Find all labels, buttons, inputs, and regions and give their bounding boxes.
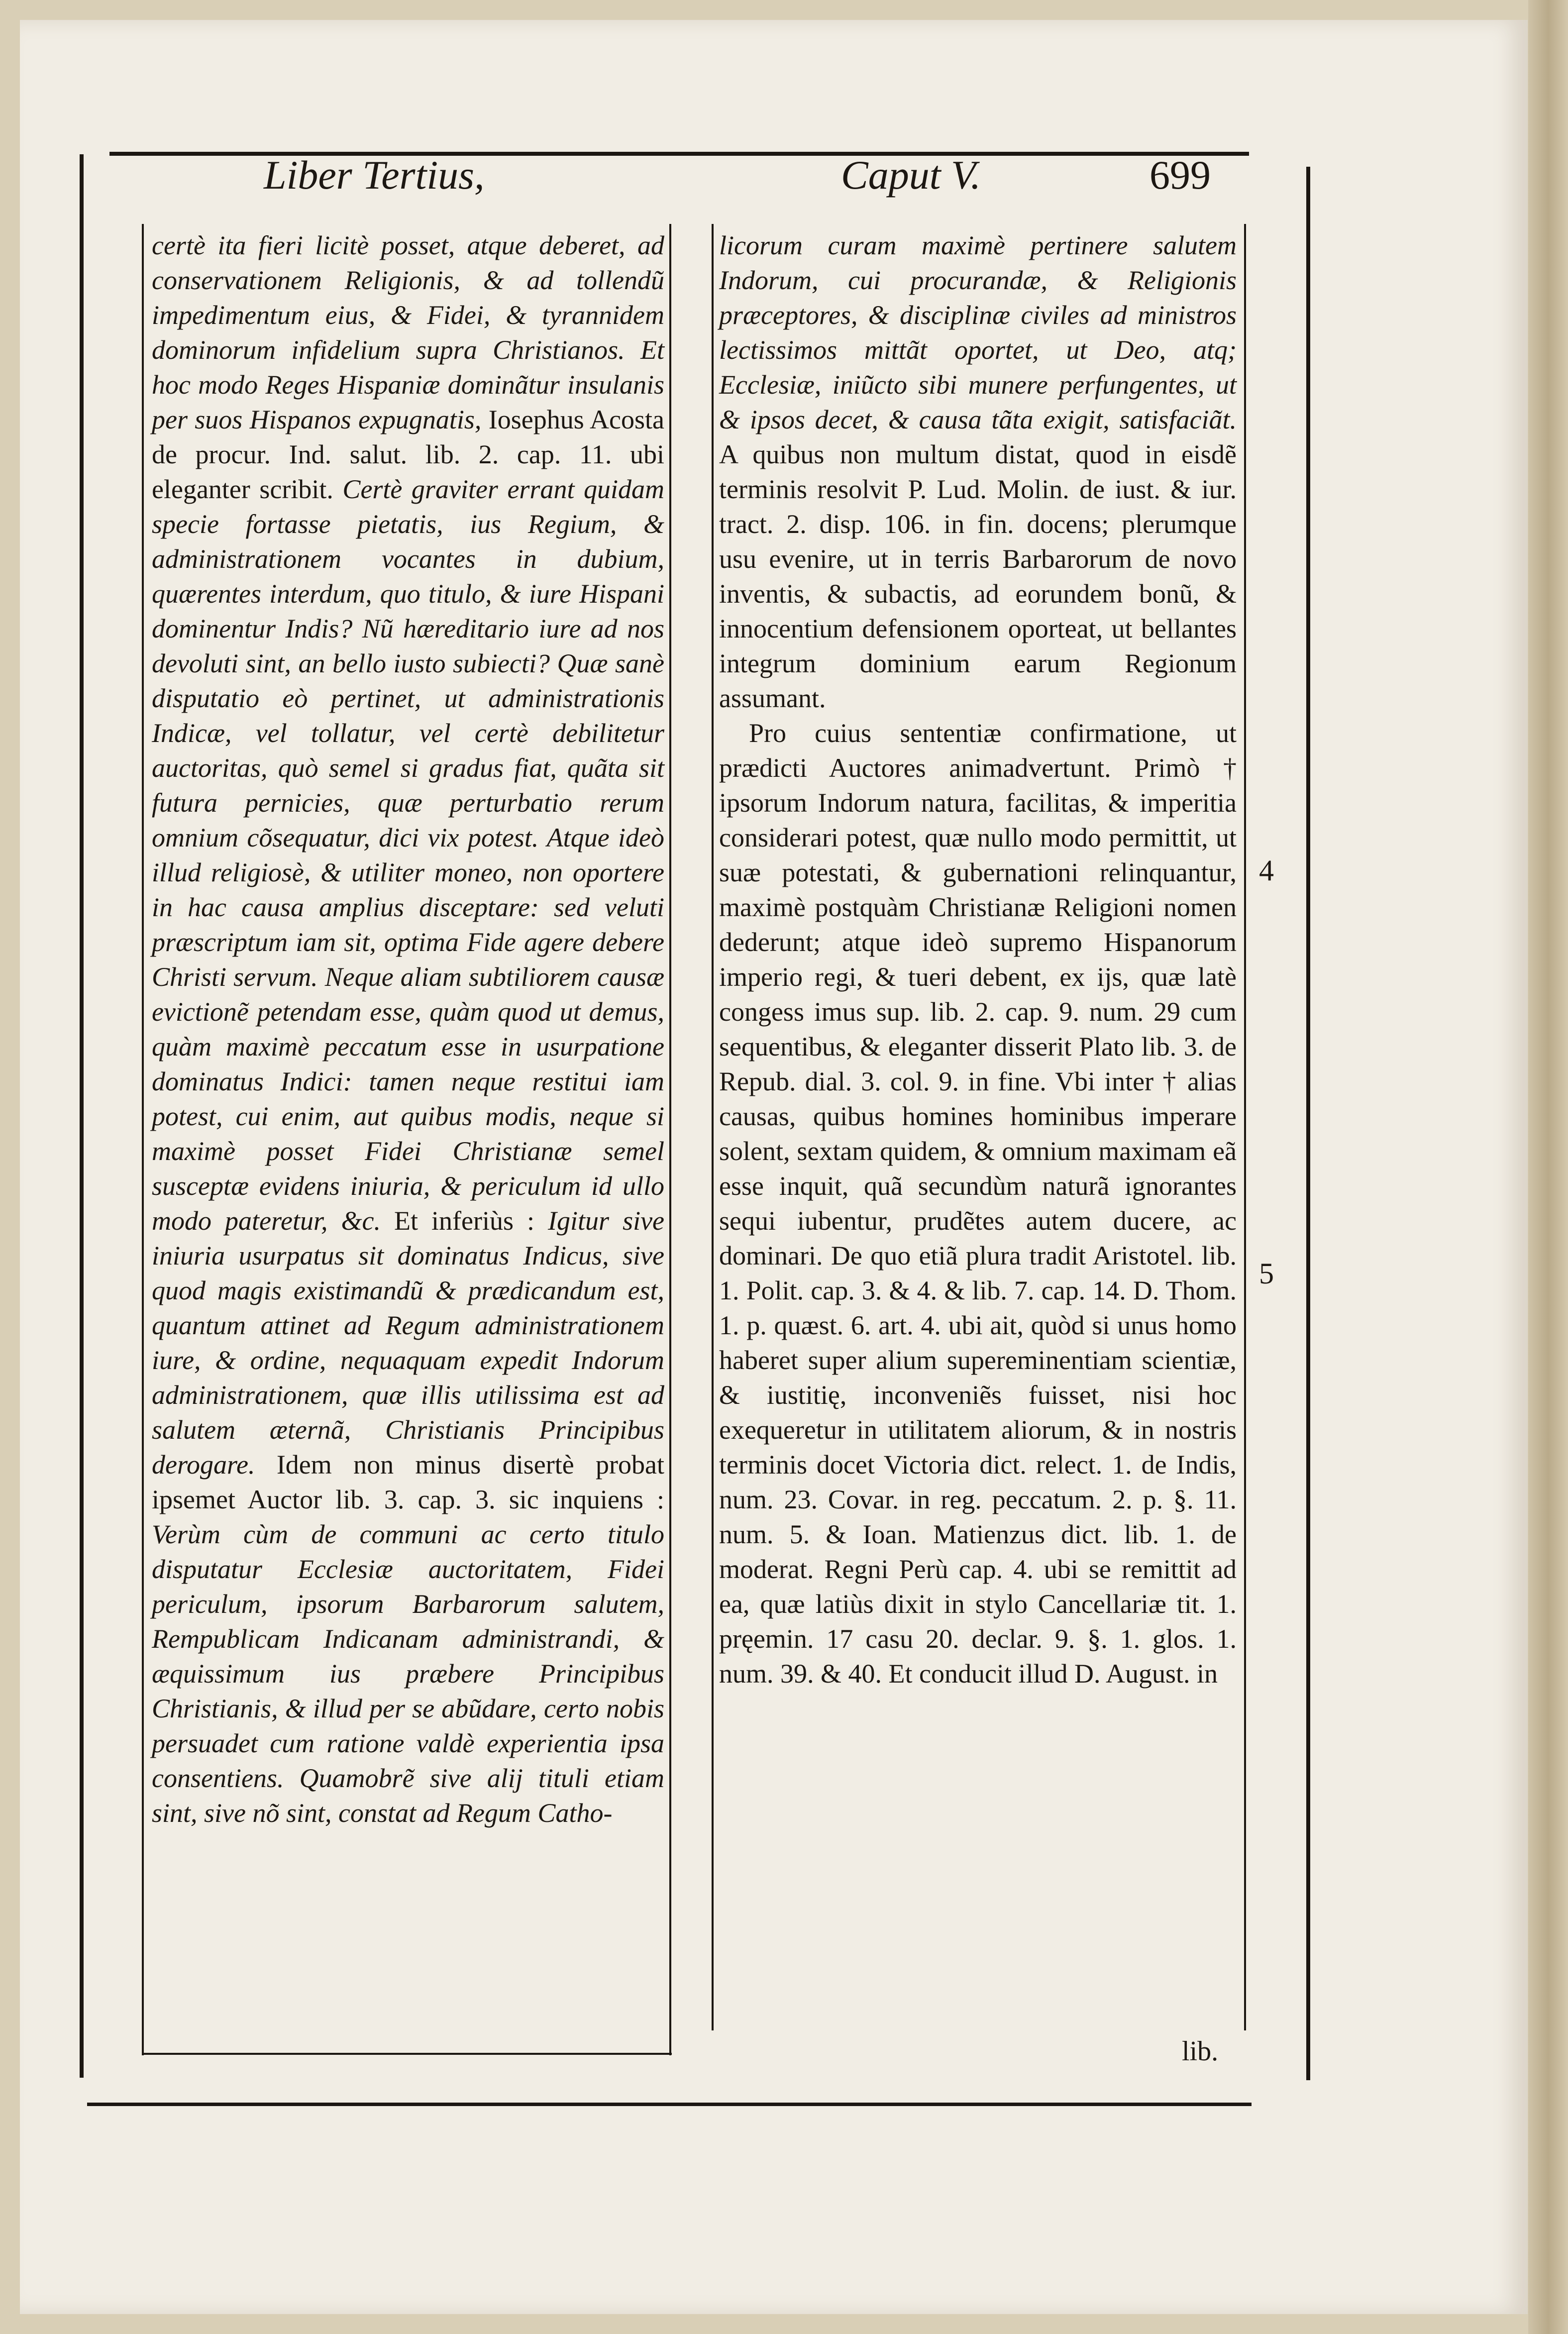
citation-text: A quibus non multum distat, quod in eisdẽ terminis resolvit P. Lud. Molin. de iust. & iur. tract. 2. disp. 106. in fin. docens; plerumque usu evenire, ut in terris Barbarorum de novo inventis, & subactis, ad eorundem bonũ, & innocentium defensionem oporteat, ut bellantes integrum dominium earum Regionum assumant. xyxy=(719,439,1237,713)
frame-left-rule xyxy=(80,154,84,2078)
citation-text: Et inferiùs : xyxy=(394,1206,535,1236)
right-column xyxy=(719,228,1237,1691)
frame-right-rule xyxy=(1306,167,1310,2080)
right-column-rule xyxy=(1244,224,1246,2030)
page-number: 699 xyxy=(1150,152,1211,198)
page-gutter xyxy=(1528,0,1568,2334)
italic-quotation: Verùm cùm de communi ac certo titulo disputatur Ecclesiæ auctoritatem, Fidei periculum, ipsorum Barbarorum salutem, Rempublicam Indicanam administrandi, & æquissimum ius præbere Principibus Christianis, & illud per se abũdare, certo nobis persuadet cum ratione valdè experientia ipsa consentiens. Quamobrẽ sive alij tituli etiam sint, sive nõ sint, constat ad Regum Catho- xyxy=(152,1519,664,1828)
italic-quotation: licorum curam maximè pertinere salutem Indorum, cui procurandæ, & Religionis præceptores, & disciplinæ civiles ad ministros lectissimos mittãt oportet, ut Deo, atq; Ecclesiæ, iniũcto sibi munere perfungentes, ut & ipsos decet, & causa tãta exigit, satisfaciãt. xyxy=(719,230,1237,434)
left-column xyxy=(152,228,664,1830)
running-head-chapter: Caput V. xyxy=(841,152,981,198)
margin-note-5: 5 xyxy=(1259,1257,1274,1290)
italic-quotation: certè ita fieri licitè posset, atque deberet, ad conservationem Religionis, & ad tollendũ impedimentum eius, & Fidei, & tyrannidem dominorum infidelium supra Christianos. Et hoc modo Reges Hispaniæ dominãtur insulanis per suos Hispanos expugnatis, xyxy=(152,230,664,434)
catchword: lib. xyxy=(1182,2036,1219,2067)
left-column-rule xyxy=(142,224,144,2055)
center-left-column-rule xyxy=(669,224,671,2055)
italic-quotation: Certè graviter errant quidam specie fortasse pietatis, ius Regium, & administrationem vocantes in dubium, quærentes interdum, quo titulo, & iure Hispani dominentur Indis? Nũ hæreditario iure ad nos devoluti sint, an bello iusto subiecti? Quæ sanè disputatio eò pertinet, ut administrationis Indicæ, vel tollatur, vel certè debilitetur auctoritas, quò semel si gradus fiat, quãta sit futura pernicies, quæ perturbatio rerum omnium cõsequatur, dici vix potest. Atque ideò illud religiosè, & utiliter moneo, non oportere in hac causa amplius disceptare: sed veluti præscriptum iam sit, optima Fide agere debere Christi servum. Neque aliam subtiliorem causæ evictionẽ petendam esse, quàm quod ut demus, quàm maximè peccatum esse in usurpatione dominatus Indici: tamen neque restitui iam potest, cui enim, aut quibus modis, neque si maximè posset Fidei Christianæ semel susceptæ evidens iniuria, & periculum id ullo modo pateretur, &c. xyxy=(152,474,664,1236)
citation-text: Iosephus Acosta de procur. Ind. salut. lib. 2. cap. 11. ubi eleganter scribit. xyxy=(152,405,665,504)
left-paragraph xyxy=(152,228,664,1830)
right-paragraph xyxy=(719,228,1237,716)
frame-bottom-rule xyxy=(87,2103,1252,2106)
running-head-book: Liber Tertius, xyxy=(264,152,485,198)
citation-text: Idem non minus disertè probat ipsemet Auctor lib. 3. cap. 3. sic inquiens : xyxy=(152,1450,665,1514)
right-paragraph-2: Pro cuius sententiæ confirmatione, ut prædicti Auctores animadvertunt. Primò † ipsorum Indorum natura, facilitas, & imperitia considerari potest, quæ nullo modo permittit, ut suæ potestati, & gubernationi relinquantur, maximè postquàm Christianæ Religioni nomen dederunt; atque ideò supremo Hispanorum imperio regi, & tueri debent, ex ijs, quæ latè congess imus sup. lib. 2. cap. 9. num. 29 cum sequentibus, & eleganter disserit Plato lib. 3. de Repub. dial. 3. col. 9. in fine. Vbi inter † alias causas, quibus homines hominibus imperare solent, sextam quidem, & omnium maximam eã esse inquit, quã secundùm naturã ignorantes sequi iubentur, prudẽtes autem ducere, ac dominari. De quo etiã plura tradit Aristotel. lib. 1. Polit. cap. 3. & 4. & lib. 7. cap. 14. D. Thom. 1. p. quæst. 6. art. 4. ubi ait, quòd si unus homo haberet super alium supereminentiam scientiæ, & iustitię, inconveniẽs fuisset, nisi hoc exequeretur in utilitatem aliorum, & in nostris terminis docet Victoria dict. relect. 1. de Indis, num. 23. Covar. in reg. peccatum. 2. p. §. 11. num. 5. & Ioan. Matienzus dict. lib. 1. de moderat. Regni Perù cap. 4. ubi se remittit ad ea, quæ latiùs dixit in stylo Cancellariæ tit. 1. pręemin. 17 casu 20. declar. 9. §. 1. glos. 1. num. 39. & 40. Et conducit illud D. August. in xyxy=(719,718,1237,1689)
center-right-column-rule xyxy=(712,224,714,2030)
margin-note-4: 4 xyxy=(1259,854,1274,887)
italic-quotation: Igitur sive iniuria usurpatus sit dominatus Indicus, sive quod magis existimandũ & prædicandum est, quantum attinet ad Regum administrationem iure, & ordine, nequaquam expedit Indorum administrationem, quæ illis utilissima est ad salutem æternã, Christianis Principibus derogare. xyxy=(152,1206,665,1480)
left-column-bottom-rule xyxy=(142,2053,672,2055)
